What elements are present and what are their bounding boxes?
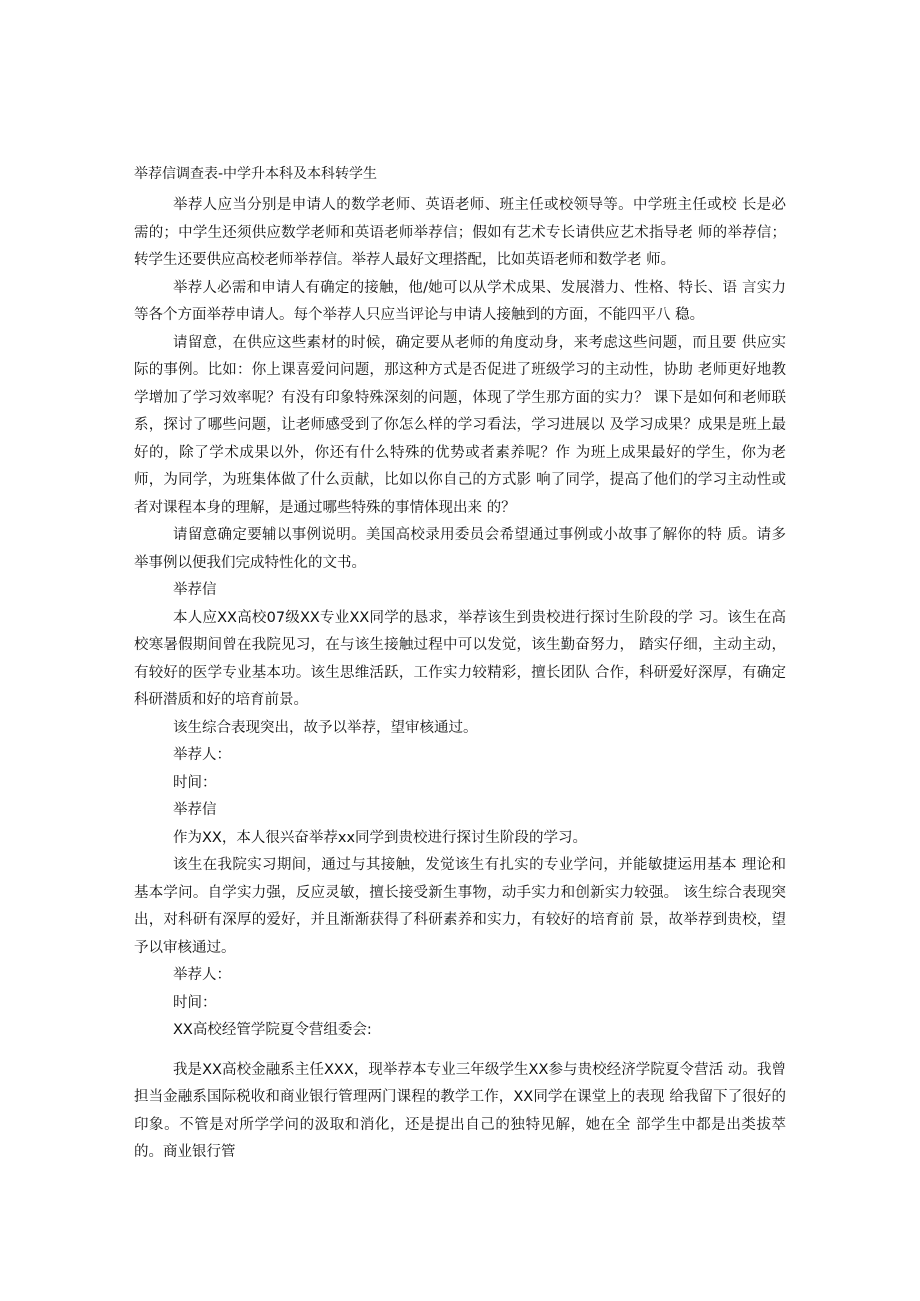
document-title: 举荐信调查表-中学升本科及本科转学生 [134,166,378,182]
letter-2-opening: 作为XX，本人很兴奋举荐xx同学到贵校进行探讨生阶段的学习。 [173,829,588,846]
paragraph-spacer [134,1045,786,1057]
paragraph-recommender-contact: 举荐人必需和申请人有确定的接触，他/她可以从学术成果、发展潜力、性格、特长、语 言实力等各个方面举荐申请人。每个举荐人只应当评论与申请人接触到的方面，不能四平八 稳。 [134,279,786,323]
letter-2-body: 该生在我院实习期间，通过与其接触，发觉该生有扎实的专业学问，并能敏捷运用基本 理论和基本学问。自学实力强，反应灵敏，擅长接受新生事物，动手实力和创新实力较强。 该生综合表现突出，对科研有深厚的爱好，并且渐渐获得了科研素养和实力，有较好的培育前 景，故举荐到贵校，望予以审核通过。 [134,857,786,956]
letter-heading-2: 举荐信 [173,802,217,818]
letter-1-time-label: 时间： [173,774,217,791]
letter-1-body: 本人应XX高校07级XX专业XX同学的恳求，举荐该生到贵校进行探讨生阶段的学 习。该生在高校寒暑假期间曾在我院见习，在与该生接触过程中可以发觉，该生勤奋努力， 踏实仔细，主动主动，有较好的医学专业基本功。该生思维活跃，工作实力较精彩，擅长团队 合作，科研爱好深厚，有确定科研潜质和好的培育前景。 [134,609,786,708]
paragraph-example-tips: 请留意确定要辅以事例说明。美国高校录用委员会希望通过事例或小故事了解你的特 质。请多举事例以便我们完成特性化的文书。 [134,527,786,571]
letter-2-recommender-label: 举荐人： [173,967,231,983]
paragraph-material-tips: 请留意，在供应这些素材的时候，确定要从老师的角度动身，来考虑这些问题，而且要 供应实际的事例。比如：你上课喜爱问问题，那这种方式是否促进了班级学习的主动性，协助 老师更好地教学增加了学习效率呢？有没有印象特殊深刻的问题，体现了学生那方面的实力？ 课下是如何和老师联系，探讨了哪些问题，让老师感受到了你怎么样的学习看法，学习进展以 及学习成果？成果是班上最好的，除了学术成果以外，你还有什么特殊的优势或者素养呢？作 为班上成果最好的学生，你为老师，为同学，为班集体做了什么贡献，比如以你自己的方式影 响了同学，提高了他们的学习主动性或者对课程本身的理解，是通过哪些特殊的事情体现出来 的？ [134,334,786,516]
letter-3-body: 我是XX高校金融系主任XXX，现举荐本专业三年级学生XX参与贵校经济学院夏令营活 动。我曾担当金融系国际税收和商业银行管理两门课程的教学工作，XX同学在课堂上的表现 给我留下了很好的印象。不管是对所学学问的汲取和消化，还是提出自己的独特见解，她在全 部学生中都是出类拔萃的。商业银行管 [134,1061,786,1160]
document-body [134,192,786,1167]
letter-3-salutation: XX高校经管学院夏令营组委会: [173,1022,372,1038]
letter-1-recommender-label: 举荐人： [173,747,231,763]
letter-1-closing: 该生综合表现突出，故予以举荐，望审核通过。 [173,719,478,736]
paragraph-recommender-requirements: 举荐人应当分别是申请人的数学老师、英语老师、班主任或校领导等。中学班主任或校 长是必需的；中学生还须供应数学老师和英语老师举荐信；假如有艺术专长请供应艺术指导老 师的举荐信；转学生还要供应高校老师举荐信。举荐人最好文理搭配，比如英语老师和数学老 师。 [134,197,786,268]
letter-heading-1: 举荐信 [173,582,217,598]
letter-2-time-label: 时间： [173,994,217,1011]
